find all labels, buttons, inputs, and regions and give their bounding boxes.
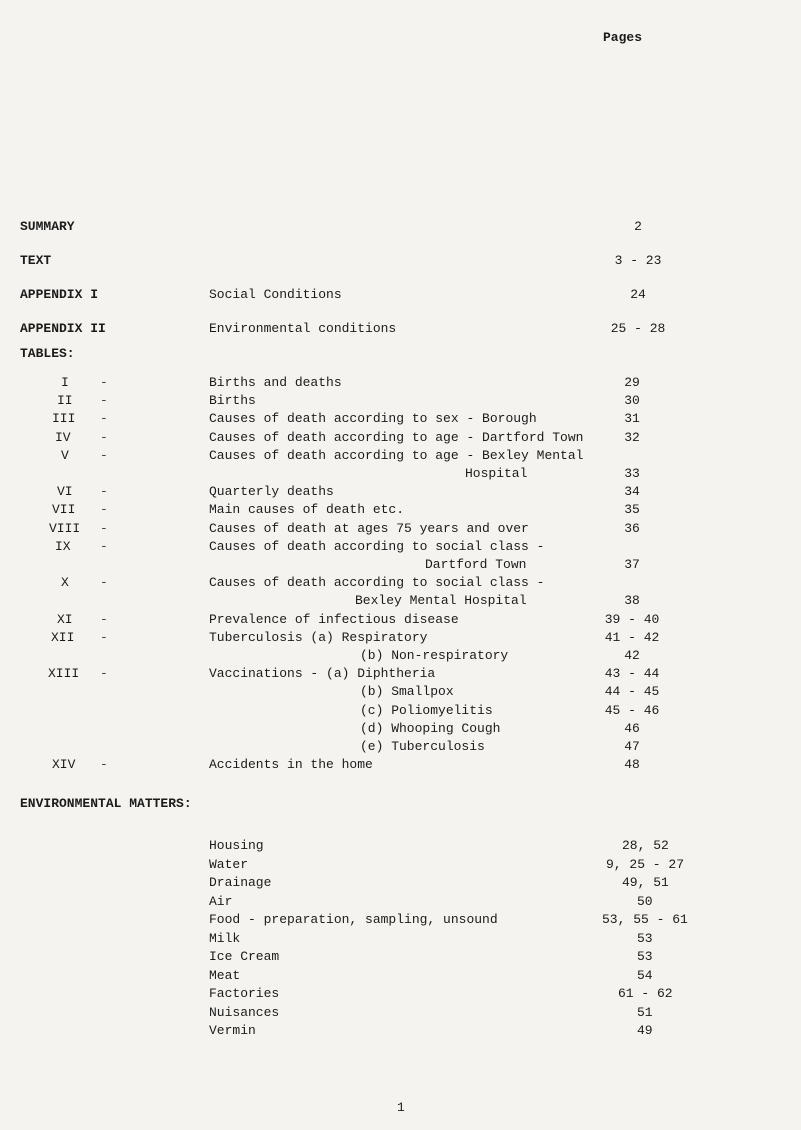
env-item-label: Food - preparation, sampling, unsound — [209, 912, 498, 927]
table-title: Causes of death according to social class - — [209, 575, 545, 591]
page-number: 1 — [397, 1100, 405, 1115]
table-pages: 36 — [624, 520, 640, 536]
env-item-label: Housing — [209, 838, 264, 853]
env-item-label: Water — [209, 856, 249, 872]
table-pages: 34 — [624, 484, 640, 500]
env-item-label: Meat — [209, 967, 241, 983]
table-dash: - — [100, 375, 108, 390]
env-item-label: Ice Cream — [209, 949, 280, 964]
table-dash: - — [100, 484, 108, 500]
table-number: II — [57, 393, 73, 409]
table-number: VIII — [49, 520, 81, 536]
front-item-pages: 25 - 28 — [610, 321, 666, 336]
env-item-pages: 28, 52 — [622, 838, 669, 853]
env-item-label: Air — [209, 893, 233, 909]
table-title: Vaccinations - (a) Diphtheria — [209, 666, 436, 682]
table-pages: 38 — [624, 593, 640, 609]
table-title-continued: (b) Non-respiratory — [360, 648, 509, 663]
front-item-label: SUMMARY — [20, 219, 75, 234]
table-title: Causes of death according to age - Bexley Mental — [209, 447, 584, 463]
env-item-label: Milk — [209, 930, 241, 946]
table-dash: - — [100, 575, 108, 591]
table-title-continued: (e) Tuberculosis — [360, 739, 485, 754]
table-title-continued: Hospital — [465, 466, 528, 481]
env-item-label: Factories — [209, 986, 280, 1001]
env-item-label: Drainage — [209, 875, 272, 890]
env-item-label: Nuisances — [209, 1004, 280, 1020]
front-item-pages: 2 — [634, 219, 642, 234]
table-pages: 32 — [624, 429, 640, 445]
table-dash: - — [100, 538, 108, 554]
table-dash: - — [100, 393, 108, 409]
table-dash: - — [100, 447, 108, 463]
table-number: V — [61, 447, 69, 463]
table-number: XII — [51, 629, 75, 645]
table-number: IV — [55, 429, 71, 445]
front-item-pages: 3 - 23 — [614, 253, 662, 268]
table-pages: 31 — [624, 411, 640, 427]
env-item-pages: 53, 55 - 61 — [602, 912, 688, 927]
table-dash: - — [100, 429, 108, 445]
front-item-label: APPENDIX I — [20, 287, 99, 302]
env-item-pages: 49, 51 — [622, 875, 669, 890]
table-pages: 39 - 40 — [604, 611, 660, 627]
front-item-description: Environmental conditions — [209, 321, 397, 336]
table-pages: 46 — [624, 720, 640, 736]
table-title: Accidents in the home — [209, 757, 373, 773]
table-dash: - — [100, 666, 108, 682]
front-item-description: Social Conditions — [209, 287, 342, 302]
table-title: Prevalence of infectious disease — [209, 611, 459, 627]
table-title: Causes of death according to sex - Borough — [209, 411, 537, 427]
table-pages: 30 — [624, 393, 640, 409]
table-pages: 48 — [624, 757, 640, 773]
front-item-label: TEXT — [20, 253, 52, 268]
table-title: Causes of death at ages 75 years and over — [209, 520, 529, 536]
table-number: XIII — [48, 666, 80, 682]
table-pages: 41 - 42 — [604, 629, 660, 645]
pages-column-heading: Pages — [603, 30, 643, 45]
table-number: X — [61, 575, 69, 591]
table-number: XIV — [52, 757, 76, 773]
table-title: Quarterly deaths — [209, 484, 334, 500]
table-title: Causes of death according to social class - — [209, 538, 545, 554]
front-item-pages: 24 — [630, 287, 646, 302]
table-pages: 29 — [624, 375, 640, 390]
table-title-continued: (d) Whooping Cough — [360, 720, 501, 736]
env-item-label: Vermin — [209, 1023, 256, 1038]
table-dash: - — [100, 520, 108, 536]
table-dash: - — [100, 629, 108, 645]
env-item-pages: 49 — [637, 1023, 653, 1038]
table-number: IX — [55, 538, 71, 554]
table-title: Main causes of death etc. — [209, 502, 405, 518]
table-pages: 44 - 45 — [604, 684, 660, 700]
table-number: XI — [57, 611, 73, 627]
table-title-continued: (c) Poliomyelitis — [360, 702, 493, 718]
table-title-continued: Bexley Mental Hospital — [355, 593, 527, 609]
env-item-pages: 61 - 62 — [618, 986, 673, 1001]
table-title: Births and deaths — [209, 375, 342, 390]
table-number: VII — [52, 502, 76, 518]
table-number: VI — [57, 484, 73, 500]
table-pages: 35 — [624, 502, 640, 518]
table-number: I — [61, 375, 69, 390]
table-title: Tuberculosis (a) Respiratory — [209, 629, 428, 645]
table-pages: 45 - 46 — [604, 702, 660, 718]
table-dash: - — [100, 411, 108, 427]
table-pages: 33 — [624, 466, 640, 481]
table-title-continued: Dartford Town — [425, 557, 527, 572]
env-item-pages: 51 — [637, 1004, 653, 1020]
table-dash: - — [100, 502, 108, 518]
environmental-heading: ENVIRONMENTAL MATTERS: — [20, 796, 192, 811]
table-number: III — [52, 411, 76, 427]
front-item-label: APPENDIX II — [20, 321, 106, 336]
env-item-pages: 53 — [637, 949, 653, 964]
env-item-pages: 54 — [637, 967, 653, 983]
table-pages: 47 — [624, 739, 640, 754]
table-dash: - — [100, 611, 108, 627]
tables-heading: TABLES: — [20, 346, 75, 361]
table-pages: 43 - 44 — [604, 666, 660, 682]
table-title: Causes of death according to age - Dartford Town — [209, 429, 584, 445]
env-item-pages: 53 — [637, 930, 653, 946]
table-pages: 42 — [624, 648, 640, 663]
table-pages: 37 — [624, 557, 640, 572]
table-title-continued: (b) Smallpox — [360, 684, 454, 700]
table-title: Births — [209, 393, 256, 409]
env-item-pages: 50 — [637, 893, 653, 909]
env-item-pages: 9, 25 - 27 — [606, 856, 685, 872]
table-dash: - — [100, 757, 108, 773]
